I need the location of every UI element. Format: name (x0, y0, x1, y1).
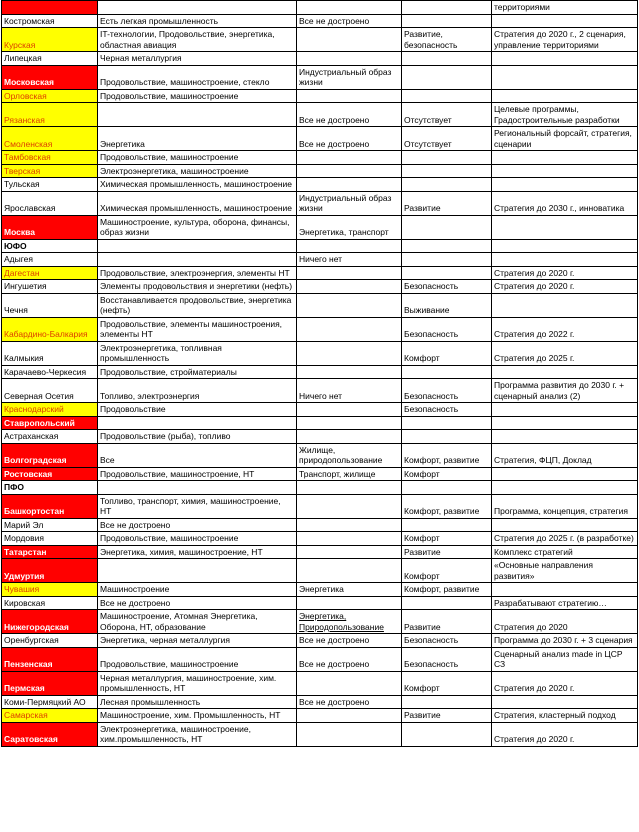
table-row (2, 722, 638, 746)
region-name-cell: Северная Осетия (2, 379, 98, 403)
table-row (2, 545, 638, 559)
status-cell (297, 178, 402, 192)
strategy-cell (492, 583, 638, 597)
table-row (2, 647, 638, 671)
strategy-cell: Стратегия, кластерный подход (492, 709, 638, 723)
specialization-cell: Электроэнергетика, топливная промышленность (98, 341, 297, 365)
specialization-cell: Энергетика, химия, машиностроение, НТ (98, 545, 297, 559)
region-name-cell: Волгоградская (2, 443, 98, 467)
specialization-cell: Машиностроение, культура, оборона, финансы, образ жизни (98, 215, 297, 239)
region-name-cell: Орловская (2, 89, 98, 103)
specialization-cell: Продовольствие, электроэнергия, элементы НТ (98, 266, 297, 280)
region-name-cell: Марий Эл (2, 518, 98, 532)
region-name-cell: Удмуртия (2, 559, 98, 583)
strategy-cell (492, 164, 638, 178)
status-cell (297, 596, 402, 610)
priority-cell: Комфорт (402, 467, 492, 481)
specialization-cell: Все не достроено (98, 596, 297, 610)
specialization-cell: Продовольствие, машиностроение (98, 89, 297, 103)
specialization-cell: Машиностроение, хим. Промышленность, НТ (98, 709, 297, 723)
strategy-cell: Стратегия до 2025 г. (492, 341, 638, 365)
region-name-cell: Тульская (2, 178, 98, 192)
strategy-cell: Стратегия до 2020 г., 2 сценария, управление территориями (492, 28, 638, 52)
specialization-cell (98, 103, 297, 127)
table-row (2, 494, 638, 518)
strategy-cell (492, 65, 638, 89)
specialization-cell (98, 253, 297, 267)
region-name-cell: Саратовская (2, 722, 98, 746)
priority-cell (402, 1, 492, 15)
strategy-cell: Стратегия до 2020 (492, 610, 638, 634)
table-row (2, 709, 638, 723)
specialization-cell (98, 239, 297, 253)
region-name-cell: ПФО (2, 481, 98, 495)
specialization-cell: Элементы продовольствия и энергетики (нефть) (98, 280, 297, 294)
region-name-cell: Рязанская (2, 103, 98, 127)
status-cell (297, 518, 402, 532)
priority-cell (402, 65, 492, 89)
region-name-cell: Курская (2, 28, 98, 52)
region-name-cell: Москва (2, 215, 98, 239)
status-cell: Все не достроено (297, 647, 402, 671)
table-row (2, 14, 638, 28)
strategy-cell: Стратегия до 2020 г. (492, 722, 638, 746)
strategy-cell (492, 293, 638, 317)
region-name-cell: Тамбовская (2, 151, 98, 165)
table-row (2, 253, 638, 267)
specialization-cell: Машиностроение, Атомная Энергетика, Оборона, НТ, образование (98, 610, 297, 634)
specialization-cell: Продовольствие (98, 403, 297, 417)
table-row (2, 532, 638, 546)
strategy-cell (492, 481, 638, 495)
priority-cell (402, 416, 492, 430)
status-cell: Все не достроено (297, 634, 402, 648)
region-name-cell: Московская (2, 65, 98, 89)
region-name-cell: Ингушетия (2, 280, 98, 294)
priority-cell (402, 215, 492, 239)
region-name-cell (2, 1, 98, 15)
status-cell (297, 532, 402, 546)
strategy-cell: Стратегия до 2020 г. (492, 280, 638, 294)
region-name-cell: Башкортостан (2, 494, 98, 518)
strategy-cell: Региональный форсайт, стратегия, сценарии (492, 127, 638, 151)
status-cell (297, 341, 402, 365)
priority-cell (402, 695, 492, 709)
table-row (2, 52, 638, 66)
specialization-cell: IT-технологии, Продовольствие, энергетика, областная авиация (98, 28, 297, 52)
region-name-cell: Астраханская (2, 430, 98, 444)
specialization-cell: Продовольствие (рыба), топливо (98, 430, 297, 444)
priority-cell (402, 430, 492, 444)
table-row (2, 416, 638, 430)
status-cell: Все не достроено (297, 103, 402, 127)
region-name-cell: Адыгея (2, 253, 98, 267)
strategy-cell (492, 239, 638, 253)
priority-cell: Комфорт (402, 341, 492, 365)
region-name-cell: Липецкая (2, 52, 98, 66)
region-name-cell: Самарская (2, 709, 98, 723)
priority-cell (402, 365, 492, 379)
table-row (2, 365, 638, 379)
status-cell (297, 545, 402, 559)
status-cell (297, 430, 402, 444)
status-cell (297, 266, 402, 280)
strategy-cell (492, 403, 638, 417)
priority-cell: Развитие (402, 545, 492, 559)
priority-cell: Комфорт (402, 532, 492, 546)
strategy-cell (492, 178, 638, 192)
region-name-cell: Калмыкия (2, 341, 98, 365)
strategy-cell (492, 215, 638, 239)
strategy-cell: Стратегия до 2030 г., инноватика (492, 191, 638, 215)
table-row (2, 583, 638, 597)
table-row (2, 65, 638, 89)
region-name-cell: Кабардино-Балкария (2, 317, 98, 341)
specialization-cell: Все не достроено (98, 518, 297, 532)
regions-table (1, 0, 638, 747)
table-row (2, 559, 638, 583)
region-name-cell: Мордовия (2, 532, 98, 546)
specialization-cell: Продовольствие, машиностроение (98, 532, 297, 546)
table-row (2, 191, 638, 215)
status-cell (297, 1, 402, 15)
specialization-cell (98, 416, 297, 430)
specialization-cell: Продовольствие, машиностроение, НТ (98, 467, 297, 481)
region-name-cell: Тверская (2, 164, 98, 178)
specialization-cell: Черная металлургия, машиностроение, хим. промышленность, НТ (98, 671, 297, 695)
region-name-cell: Чувашия (2, 583, 98, 597)
status-cell (297, 671, 402, 695)
priority-cell (402, 518, 492, 532)
priority-cell: Отсутствует (402, 127, 492, 151)
strategy-cell: территориями (492, 1, 638, 15)
specialization-cell: Продовольствие, машиностроение, стекло (98, 65, 297, 89)
status-cell (297, 722, 402, 746)
status-cell: Энергетика, Природопользование (297, 610, 402, 634)
table-row (2, 518, 638, 532)
status-cell (297, 164, 402, 178)
priority-cell (402, 481, 492, 495)
status-cell (297, 494, 402, 518)
status-cell (297, 52, 402, 66)
region-name-cell: Костромская (2, 14, 98, 28)
region-name-cell: Смоленская (2, 127, 98, 151)
table-row (2, 28, 638, 52)
table-row (2, 103, 638, 127)
table-row (2, 317, 638, 341)
status-cell: Все не достроено (297, 695, 402, 709)
specialization-cell: Восстанавливается продовольствие, энергетика (нефть) (98, 293, 297, 317)
status-cell (297, 151, 402, 165)
strategy-cell: Сценарный анализ made in ЦСР СЗ (492, 647, 638, 671)
table-row (2, 341, 638, 365)
table-row (2, 379, 638, 403)
table-row (2, 443, 638, 467)
table-row (2, 430, 638, 444)
table-row (2, 610, 638, 634)
specialization-cell: Энергетика (98, 127, 297, 151)
region-name-cell: Нижегородская (2, 610, 98, 634)
region-name-cell: ЮФО (2, 239, 98, 253)
strategy-cell: Стратегия до 2020 г. (492, 671, 638, 695)
status-cell: Все не достроено (297, 127, 402, 151)
region-name-cell: Дагестан (2, 266, 98, 280)
priority-cell (402, 89, 492, 103)
table-row (2, 266, 638, 280)
status-cell (297, 28, 402, 52)
priority-cell: Комфорт, развитие (402, 583, 492, 597)
status-cell: Ничего нет (297, 253, 402, 267)
priority-cell (402, 266, 492, 280)
priority-cell: Развитие (402, 709, 492, 723)
status-cell (297, 709, 402, 723)
specialization-cell: Топливо, транспорт, химия, машиностроение, НТ (98, 494, 297, 518)
table-row (2, 467, 638, 481)
specialization-cell: Химическая промышленность, машиностроение (98, 178, 297, 192)
strategy-cell: Стратегия, ФЦП, Доклад (492, 443, 638, 467)
status-cell: Транспорт, жилище (297, 467, 402, 481)
status-cell (297, 317, 402, 341)
status-cell: Энергетика (297, 583, 402, 597)
status-cell (297, 280, 402, 294)
status-cell (297, 89, 402, 103)
table-row (2, 127, 638, 151)
table-row (2, 280, 638, 294)
strategy-cell (492, 52, 638, 66)
priority-cell (402, 164, 492, 178)
strategy-cell (492, 365, 638, 379)
priority-cell (402, 151, 492, 165)
table-row (2, 481, 638, 495)
regions-table-body (2, 1, 638, 747)
strategy-cell: Программа до 2030 г. + 3 сценария (492, 634, 638, 648)
status-cell: Индустриальный образ жизни (297, 65, 402, 89)
specialization-cell (98, 1, 297, 15)
priority-cell: Безопасность (402, 634, 492, 648)
specialization-cell: Продовольствие, машиностроение (98, 151, 297, 165)
priority-cell (402, 178, 492, 192)
status-cell: Все не достроено (297, 14, 402, 28)
priority-cell: Безопасность (402, 647, 492, 671)
status-cell (297, 416, 402, 430)
strategy-cell (492, 695, 638, 709)
priority-cell: Отсутствует (402, 103, 492, 127)
priority-cell: Развитие, безопасность (402, 28, 492, 52)
table-row (2, 671, 638, 695)
priority-cell: Безопасность (402, 379, 492, 403)
table-row (2, 403, 638, 417)
status-cell: Ничего нет (297, 379, 402, 403)
table-row (2, 634, 638, 648)
specialization-cell: Все (98, 443, 297, 467)
specialization-cell: Электроэнергетика, машиностроение (98, 164, 297, 178)
region-name-cell: Карачаево-Черкесия (2, 365, 98, 379)
specialization-cell: Продовольствие, стройматериалы (98, 365, 297, 379)
priority-cell (402, 596, 492, 610)
region-name-cell: Пензенская (2, 647, 98, 671)
strategy-cell: Стратегия до 2022 г. (492, 317, 638, 341)
region-name-cell: Кировская (2, 596, 98, 610)
strategy-cell: Комплекс стратегий (492, 545, 638, 559)
region-name-cell: Татарстан (2, 545, 98, 559)
strategy-cell (492, 467, 638, 481)
specialization-cell: Есть легкая промышленность (98, 14, 297, 28)
table-row (2, 178, 638, 192)
specialization-cell: Черная металлургия (98, 52, 297, 66)
strategy-cell: Целевые программы, Градостроительные разработки (492, 103, 638, 127)
status-cell: Индустриальный образ жизни (297, 191, 402, 215)
strategy-cell: «Основные направления развития» (492, 559, 638, 583)
strategy-cell (492, 253, 638, 267)
region-name-cell: Пермская (2, 671, 98, 695)
priority-cell (402, 239, 492, 253)
priority-cell: Комфорт (402, 671, 492, 695)
specialization-cell: Продовольствие, машиностроение (98, 647, 297, 671)
priority-cell: Комфорт, развитие (402, 494, 492, 518)
status-cell (297, 559, 402, 583)
priority-cell (402, 253, 492, 267)
status-cell (297, 481, 402, 495)
strategy-cell (492, 430, 638, 444)
strategy-cell: Разрабатывают стратегию… (492, 596, 638, 610)
strategy-cell (492, 89, 638, 103)
strategy-cell (492, 14, 638, 28)
status-cell (297, 365, 402, 379)
specialization-cell (98, 559, 297, 583)
priority-cell: Безопасность (402, 403, 492, 417)
table-row (2, 293, 638, 317)
priority-cell: Развитие (402, 610, 492, 634)
specialization-cell: Машиностроение (98, 583, 297, 597)
region-name-cell: Ростовская (2, 467, 98, 481)
priority-cell: Выживание (402, 293, 492, 317)
table-row (2, 151, 638, 165)
priority-cell (402, 14, 492, 28)
region-name-cell: Чечня (2, 293, 98, 317)
region-name-cell: Ярославская (2, 191, 98, 215)
priority-cell (402, 52, 492, 66)
strategy-cell: Программа, концепция, стратегия (492, 494, 638, 518)
strategy-cell (492, 416, 638, 430)
specialization-cell: Электроэнергетика, машиностроение, хим.промышленность, НТ (98, 722, 297, 746)
priority-cell: Развитие (402, 191, 492, 215)
priority-cell: Комфорт (402, 559, 492, 583)
specialization-cell: Топливо, электроэнергия (98, 379, 297, 403)
specialization-cell: Продовольствие, элементы машиностроения, элементы НТ (98, 317, 297, 341)
priority-cell: Безопасность (402, 317, 492, 341)
table-row (2, 215, 638, 239)
region-name-cell: Краснодарский (2, 403, 98, 417)
table-row (2, 89, 638, 103)
region-name-cell: Ставропольский (2, 416, 98, 430)
priority-cell: Безопасность (402, 280, 492, 294)
status-cell (297, 403, 402, 417)
specialization-cell (98, 481, 297, 495)
status-cell (297, 239, 402, 253)
strategy-cell: Стратегия до 2025 г. (в разработке) (492, 532, 638, 546)
status-cell (297, 293, 402, 317)
specialization-cell: Химическая промышленность, машиностроение (98, 191, 297, 215)
table-row (2, 164, 638, 178)
region-name-cell: Коми-Пермяцкий АО (2, 695, 98, 709)
priority-cell: Комфорт, развитие (402, 443, 492, 467)
strategy-cell: Стратегия до 2020 г. (492, 266, 638, 280)
region-name-cell: Оренбургская (2, 634, 98, 648)
table-row (2, 596, 638, 610)
strategy-cell (492, 151, 638, 165)
strategy-cell: Программа развития до 2030 г. + сценарный анализ (2) (492, 379, 638, 403)
strategy-cell (492, 518, 638, 532)
table-row (2, 695, 638, 709)
table-row (2, 239, 638, 253)
specialization-cell: Лесная промышленность (98, 695, 297, 709)
priority-cell (402, 722, 492, 746)
table-row (2, 1, 638, 15)
status-cell: Энергетика, транспорт (297, 215, 402, 239)
status-cell: Жилище, природопользование (297, 443, 402, 467)
specialization-cell: Энергетика, черная металлургия (98, 634, 297, 648)
